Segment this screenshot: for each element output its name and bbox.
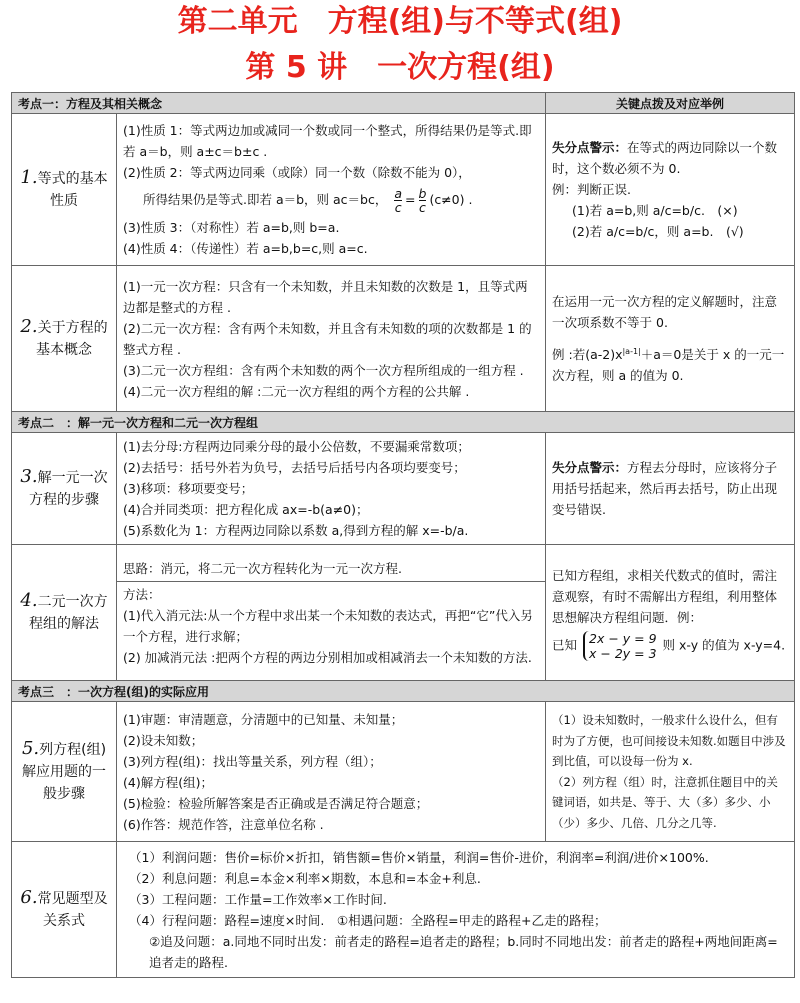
tip-cell xyxy=(546,433,795,545)
tip-line: （2）列方程（组）时，注意抓住题目中的关键词语，如共是、等于、大（多）多少、小（少）多少、几倍、几分之几等. xyxy=(552,774,778,830)
numerator: b xyxy=(418,186,427,201)
content-line: ②追及问题：a.同地不同时出发：前者走的路程=追者走的路程；b.同时不同地出发：前者走的路程+两地间距离=追者走的路程. xyxy=(149,933,778,970)
content-line: (1)一元一次方程：只含有一个未知数，并且未知数的次数是 1，且等式两边都是整式的方程 . xyxy=(123,278,528,315)
fraction xyxy=(419,187,427,214)
denominator: c xyxy=(394,200,402,215)
lecture-title: 第 5 讲 一次方程(组) xyxy=(245,50,555,85)
tip-text: 已知 xyxy=(552,637,578,652)
content-line: （4）行程问题：路程=速度×时间. ①相遇问题：全路程=甲走的路程+乙走的路程； xyxy=(129,912,607,928)
content-cell xyxy=(117,842,795,978)
section3-header: 考点三 ：一次方程(组)的实际应用 xyxy=(12,681,795,702)
page-title: 第二单元 方程(组)与不等式(组) xyxy=(177,4,623,39)
tip-text: 在等式的两边同除以一个数时，这个数必须不为 0. xyxy=(552,140,778,176)
content-text: 所得结果仍是等式.即若 a＝b，则 ac＝bc， xyxy=(143,192,388,207)
row-title: 二元一次方程组的解法 xyxy=(29,594,108,632)
row-number: 6. xyxy=(20,887,38,908)
section3-header-row xyxy=(12,681,795,702)
tip-line: (2)若 a/c=b/c，则 a=b. (√) xyxy=(572,224,744,239)
fraction xyxy=(394,187,402,214)
row-number: 4. xyxy=(20,590,38,611)
numerator: a xyxy=(394,186,403,201)
equation: x − 2y = 3 xyxy=(589,645,657,661)
warning-label: 失分点警示： xyxy=(552,140,628,155)
section2-header-row xyxy=(12,412,795,433)
row-title: 等式的基本性质 xyxy=(37,171,108,209)
row-equation-properties xyxy=(12,114,795,266)
section1-header: 考点一：方程及其相关概念 xyxy=(12,93,546,114)
section2-header: 考点二 ：解一元一次方程和二元一次方程组 xyxy=(12,412,795,433)
content-line xyxy=(123,183,539,217)
header-row xyxy=(12,93,795,114)
content-line: (2)性质 2：等式两边同乘（或除）同一个数（除数不能为 0）， xyxy=(123,165,471,180)
content-cell xyxy=(117,114,546,266)
row-problem-types xyxy=(12,842,795,978)
summary-table xyxy=(11,92,795,978)
exponent: |a-1| xyxy=(622,346,641,356)
content-line: （2）利息问题：利息=本金×利率×期数，本息和=本金+利息. xyxy=(129,870,481,886)
content-line: 思路：消元，将二元一次方程转化为一元一次方程. xyxy=(123,560,402,576)
content-line: (3)性质 3：（对称性）若 a=b,则 b=a. xyxy=(123,220,340,235)
tip-cell xyxy=(546,266,795,412)
tip-text: 则 x-y 的值为 x-y=4. xyxy=(662,637,786,652)
row-title: 列方程(组)解应用题的一般步骤 xyxy=(22,742,107,802)
content-line: (2)二元一次方程：含有两个未知数，并且含有未知数的项的次数都是 1 的整式方程 . xyxy=(123,320,532,357)
tip-line: (1)若 a=b,则 a/c=b/c. (×) xyxy=(572,203,738,218)
content-cell xyxy=(117,433,546,545)
row-label xyxy=(12,842,117,978)
row-system-methods xyxy=(12,545,795,681)
tip-cell xyxy=(546,545,795,681)
content-line: (2) 加减消元法 :把两个方程的两边分别相加或相减消去一个未知数的方法. xyxy=(123,649,532,665)
tip-cell xyxy=(546,114,795,266)
content-line: （1）利润问题：售价=标价×折扣，销售额=售价×销量，利润=售价-进价，利润率=利润/进价×100%. xyxy=(129,849,709,865)
tip-line: 例：判断正误. xyxy=(552,182,631,197)
row-number: 3. xyxy=(20,466,38,487)
row-number: 2. xyxy=(20,316,38,337)
row-label xyxy=(12,433,117,545)
row-title: 解一元一次方程的步骤 xyxy=(29,470,108,508)
tip-line: 在运用一元一次方程的定义解题时，注意一次项系数不等于 0. xyxy=(552,293,778,330)
row-application-steps xyxy=(12,702,795,842)
content-line: 方法： xyxy=(123,586,161,602)
content-line: (1)去分母:方程两边同乘分母的最小公倍数，不要漏乘常数项； xyxy=(123,439,470,454)
equation-system xyxy=(583,631,657,661)
content-line: (5)检验：检验所解答案是否正确或是否满足符合题意； xyxy=(123,795,429,811)
row-number: 5. xyxy=(21,738,40,759)
content-line: (3)移项：移项要变号； xyxy=(123,481,254,496)
warning-label: 失分点警示： xyxy=(552,460,628,475)
row-number: 1. xyxy=(20,167,38,188)
content-line: (1)性质 1：等式两边加或减同一个数或同一个整式，所得结果仍是等式.即若 a＝b，则 a±c＝b±c . xyxy=(123,123,532,159)
content-line: (4)二元一次方程组的解 :二元一次方程组的两个方程的公共解 . xyxy=(123,383,470,399)
content-line: (2)去括号：括号外若为负号，去括号后括号内各项均要变号； xyxy=(123,460,466,475)
content-line: (2)设未知数； xyxy=(123,732,204,748)
content-line: (1)审题：审清题意，分清题中的已知量、未知量； xyxy=(123,711,404,727)
tip-line xyxy=(552,457,788,520)
row-equation-concepts xyxy=(12,266,795,412)
tip-line: （1）设未知数时，一般求什么设什么，但有时为了方便，也可间接设未知数.如题目中涉及到比值，可以设每一份为 x. xyxy=(552,713,786,768)
tips-header: 关键点拨及对应举例 xyxy=(546,93,795,114)
content-line: (5)系数化为 1：方程两边同除以系数 a,得到方程的解 x=-b/a. xyxy=(123,523,469,538)
row-label xyxy=(12,545,117,681)
tip-text: 例 :若(a-2)x xyxy=(552,347,623,363)
content-line: (4)合并同类项：把方程化成 ax=-b(a≠0)； xyxy=(123,502,369,517)
content-line: (3)列方程(组)：找出等量关系，列方程（组）； xyxy=(123,753,382,769)
row-label xyxy=(12,266,117,412)
content-line: （3）工程问题：工作量=工作效率×工作时间. xyxy=(129,891,387,907)
content-cell xyxy=(117,545,546,681)
content-cell xyxy=(117,266,546,412)
content-cell xyxy=(117,702,546,842)
content-line: (4)性质 4：（传递性）若 a=b,b=c,则 a=c. xyxy=(123,241,368,256)
tip-line: 已知方程组，求相关代数式的值时，需注意观察，有时不需解出方程组，利用整体思想解决方程组问题．例： xyxy=(552,567,778,625)
row-label xyxy=(12,114,117,266)
content-line: (6)作答：规范作答，注意单位名称 . xyxy=(123,816,324,832)
content-text: (c≠0) . xyxy=(429,192,473,207)
equals-sign: = xyxy=(405,192,416,207)
content-line: (1)代入消元法:从一个方程中求出某一个未知数的表达式，再把“它”代入另一个方程，进行求解； xyxy=(123,607,533,644)
tip-line xyxy=(552,137,788,179)
tip-text: 方程去分母时，应该将分子用括号括起来，然后再去括号，防止出现变号错误. xyxy=(552,460,778,517)
tip-line xyxy=(552,341,788,386)
tip-cell xyxy=(546,702,795,842)
content-line: (4)解方程(组)； xyxy=(123,774,213,790)
tip-line xyxy=(552,631,788,661)
row-title: 常见题型及关系式 xyxy=(37,891,108,929)
denominator: c xyxy=(419,200,426,215)
equation: 2x − y = 9 xyxy=(589,630,657,646)
tip-text: ＋a＝0是关于 x 的一元一次方程，则 a 的值为 0. xyxy=(552,347,785,384)
row-title: 关于方程的基本概念 xyxy=(36,320,108,358)
row-label xyxy=(12,702,117,842)
row-solve-linear xyxy=(12,433,795,545)
method-block xyxy=(117,581,545,668)
content-line: (3)二元一次方程组：含有两个未知数的两个一次方程所组成的一组方程 . xyxy=(123,362,524,378)
